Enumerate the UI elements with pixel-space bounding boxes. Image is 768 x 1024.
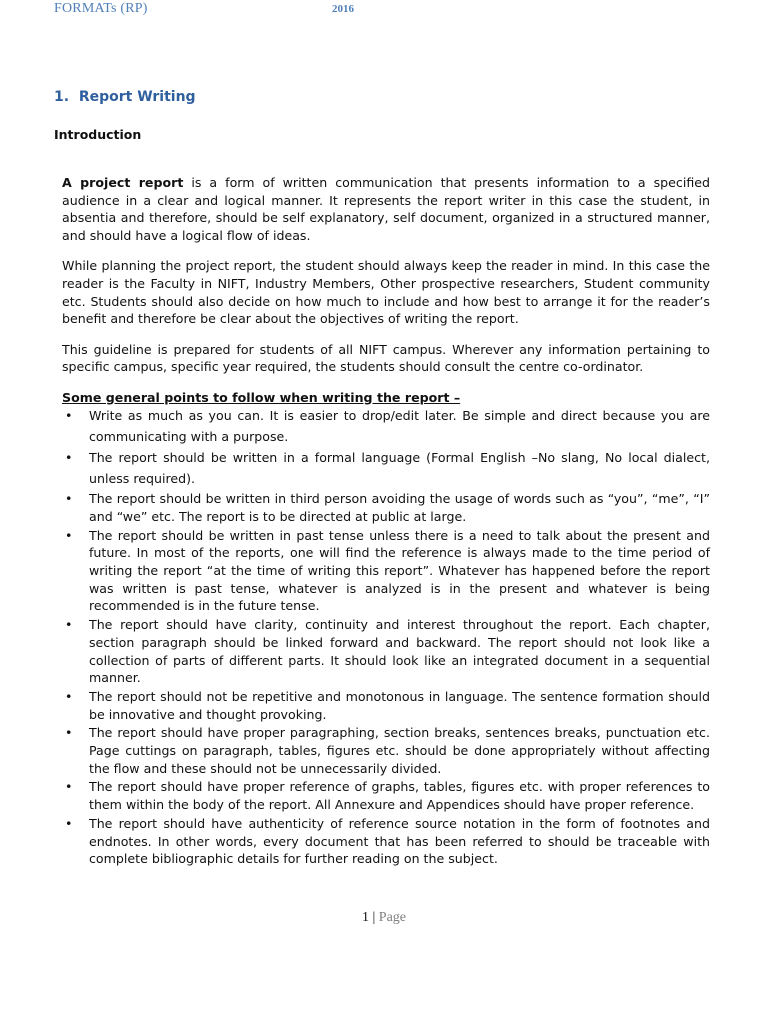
list-item-text: The report should have proper paragraphing, section breaks, sentences breaks, punctuation etc. Page cuttings on paragraph, tables, figures etc. should be done appropriately without affecting the flow and these should not be unnecessarily divided.	[89, 725, 710, 776]
header-year: 2016	[332, 3, 354, 15]
page-separator: |	[368, 910, 379, 925]
list-item	[62, 724, 710, 777]
body-text	[62, 174, 710, 869]
bullet-icon: •	[65, 815, 73, 831]
list-item-text: The report should have proper reference of graphs, tables, figures etc. with proper references to them within the body of the report. All Annexure and Appendices should have proper reference.	[89, 779, 710, 813]
list-item	[62, 490, 710, 525]
bullet-icon: •	[65, 408, 73, 424]
list-item	[62, 778, 710, 813]
paragraph-3: This guideline is prepared for students of all NIFT campus. Wherever any information pertaining to specific campus, specific year required, the students should consult the centre co-ordinator.	[62, 341, 710, 375]
bullet-icon: •	[65, 450, 73, 466]
paragraph-1	[62, 174, 710, 245]
list-item	[62, 616, 710, 687]
list-item	[62, 688, 710, 723]
bullet-icon: •	[65, 779, 73, 795]
section-title: Report Writing	[78, 89, 196, 105]
page-number: 1	[361, 910, 369, 925]
list-item-text: Write as much as you can. It is easier to drop/edit later. Be simple and direct because you are communicating with a purpose.	[89, 408, 710, 444]
list-item	[62, 406, 710, 447]
header-title: FORMATs (RP)	[54, 1, 148, 16]
points-list	[62, 406, 710, 868]
list-item	[62, 448, 710, 489]
bullet-icon: •	[65, 688, 73, 704]
list-item-text: The report should be written in a formal language (Formal English –No slang, No local dialect, unless required).	[89, 450, 710, 486]
list-item-text: The report should have clarity, continuity and interest throughout the report. Each chapter, section paragraph should be linked forward and backward. The report should not look like a collection of parts of different parts. It should look like an integrated document in a sequential manner.	[89, 617, 710, 686]
section-heading	[54, 89, 196, 105]
bullet-icon: •	[65, 491, 73, 507]
list-item-text: The report should have authenticity of reference source notation in the form of footnotes and endnotes. In other words, every document that has been referred to should be traceable with complete bibliographic details for further reading on the subject.	[89, 815, 710, 867]
paragraph-1-text: is a form of written communication that presents information to a specified audience in a clear and logical manner. It represents the report writer in this case the student, in absentia and therefore, should be self explanatory, self document, organized in a structured manner, and should have a logical flow of ideas.	[62, 175, 711, 244]
paragraph-2: While planning the project report, the student should always keep the reader in mind. In this case the reader is the Faculty in NIFT, Industry Members, Other prospective researchers, Student community etc. Students should also decide on how much to include and how best to arrange it for the reader’s benefit and therefore be clear about the objectives of writing the report.	[62, 258, 710, 327]
list-item-text: The report should not be repetitive and monotonous in language. The sentence formation should be innovative and thought provoking.	[89, 688, 710, 722]
points-heading: Some general points to follow when writing the report –	[62, 389, 461, 405]
bullet-icon: •	[65, 725, 73, 741]
page-label: Page	[378, 910, 407, 925]
section-number: 1.	[54, 89, 70, 105]
list-item	[62, 527, 710, 616]
intro-heading: Introduction	[54, 127, 142, 142]
list-item-text: The report should be written in third person avoiding the usage of words such as “you”, “me”, “I” and “we” etc. The report is to be directed at public at large.	[89, 491, 710, 524]
page-footer	[0, 910, 768, 926]
bullet-icon: •	[65, 617, 73, 633]
bullet-icon: •	[65, 527, 73, 543]
list-item-text: The report should be written in past tense unless there is a need to talk about the present and future. In most of the reports, one will find the reference is always made to the time period of writing the report “at the time of writing this report”. Whatever has happened before the report was written is past tense, whatever is analyzed is in the present and whatever is being recommended is in the future tense.	[89, 527, 710, 614]
list-item	[62, 815, 710, 868]
paragraph-1-lead: A project report	[62, 175, 184, 190]
